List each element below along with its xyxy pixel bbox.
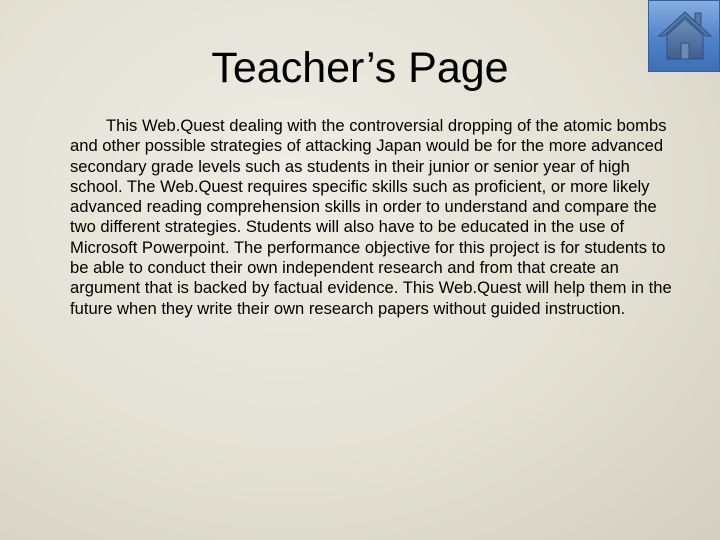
body-paragraph: This Web.Quest dealing with the controversial dropping of the atomic bombs and other possible strategies of attacking Japan would be for the more advanced secondary grade levels such as students in their junior or senior year of high school. The Web.Quest requires specific skills such as proficient, or more likely advanced reading comprehension skills in order to understand and compare the two different strategies. Students will also have to be educated in the use of Microsoft Powerpoint. The performance objective for this project is for students to be able to conduct their own independent research and from that create an argument that is backed by factual evidence. This Web.Quest will help them in the future when they write their own research papers without guided instruction. — [70, 116, 672, 318]
page-title-text: Teacher’s Page — [211, 44, 509, 92]
page-title — [0, 42, 720, 94]
